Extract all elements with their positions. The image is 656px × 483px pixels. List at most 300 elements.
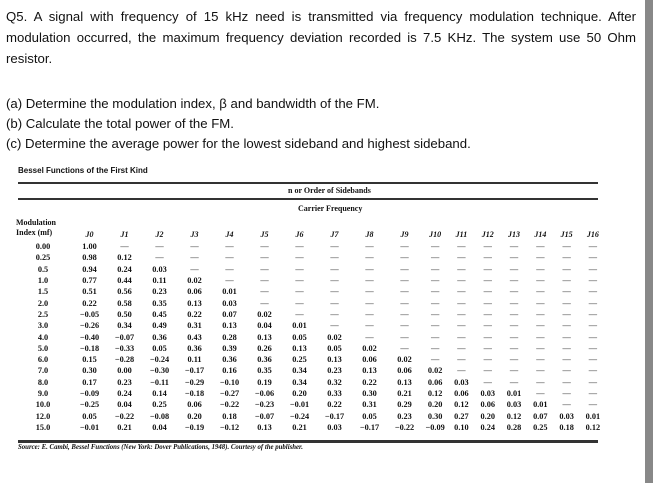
bessel-value-cell: — (483, 287, 492, 297)
bessel-value-cell: 0.02 (397, 355, 412, 365)
bessel-value-cell: 0.36 (257, 355, 272, 365)
bessel-value-cell: 0.26 (257, 343, 272, 353)
bessel-value-cell: — (330, 309, 339, 319)
bessel-value-cell: — (330, 264, 339, 274)
bessel-value-cell: — (536, 253, 545, 263)
table-top-rule (18, 182, 598, 184)
bessel-value-cell: 0.12 (454, 400, 469, 410)
bessel-value-cell: −0.29 (184, 377, 205, 387)
bessel-value-cell: 0.34 (117, 321, 132, 331)
header-row (14, 228, 606, 241)
bessel-value-cell: — (536, 321, 545, 331)
bessel-value-cell: — (509, 332, 519, 342)
modulation-index-cell: 12.0 (35, 411, 51, 421)
column-header-j16: J16 (586, 230, 599, 239)
table-row (14, 354, 606, 365)
bessel-value-cell: — (536, 355, 545, 365)
bessel-value-cell: — (588, 309, 598, 319)
bessel-value-cell: 0.00 (117, 366, 132, 376)
bessel-value-cell: −0.10 (219, 377, 240, 387)
bessel-value-cell: 0.02 (362, 343, 377, 353)
column-header-j6: J6 (295, 230, 304, 239)
bessel-value-cell: — (509, 242, 519, 252)
bessel-value-cell: 0.32 (327, 377, 342, 387)
bessel-value-cell: 0.36 (222, 355, 237, 365)
bessel-value-cell: 0.05 (327, 343, 342, 353)
bessel-value-cell: — (509, 264, 519, 274)
bessel-value-cell: 0.24 (117, 389, 132, 398)
bessel-value-cell: 0.25 (292, 355, 307, 365)
bessel-value-cell: — (431, 343, 440, 353)
bessel-value-cell: — (330, 321, 339, 331)
bessel-value-cell: 0.34 (292, 377, 307, 387)
modulation-index-cell: 2.5 (37, 309, 49, 319)
bessel-value-cell: −0.09 (79, 389, 100, 398)
bessel-value-cell: — (260, 276, 269, 286)
bessel-value-cell: 0.25 (533, 422, 548, 432)
bessel-value-cell: — (225, 276, 234, 286)
bessel-value-cell: — (365, 309, 374, 319)
bessel-value-cell: 0.05 (362, 411, 377, 421)
bessel-value-cell: — (400, 309, 409, 319)
bessel-value-cell: 0.24 (117, 264, 132, 274)
column-header-j4: J4 (225, 230, 234, 239)
bessel-value-cell: 0.51 (82, 287, 97, 297)
bessel-value-cell: — (431, 355, 440, 365)
bessel-value-cell: 0.01 (585, 411, 601, 421)
bessel-value-cell: — (536, 332, 545, 342)
bessel-value-cell: 0.12 (427, 389, 443, 398)
bessel-value-cell: 0.58 (117, 298, 132, 308)
scrollbar[interactable] (645, 0, 653, 483)
bessel-value-cell: 0.31 (362, 400, 377, 410)
table-row (14, 399, 606, 410)
bessel-value-cell: — (330, 253, 339, 263)
bessel-value-cell: — (260, 242, 269, 252)
part-a: (a) Determine the modulation index, β and bandwidth of the FM. (6, 96, 380, 111)
bessel-value-cell: — (295, 242, 304, 252)
bessel-value-cell: — (588, 377, 598, 387)
bessel-value-cell: 0.06 (427, 377, 443, 387)
bessel-value-cell: — (260, 298, 269, 308)
table-bottom-rule (18, 440, 598, 443)
bessel-value-cell: — (509, 309, 519, 319)
bessel-value-cell: 0.34 (292, 366, 307, 376)
bessel-value-cell: −0.25 (79, 400, 100, 410)
bessel-value-cell: — (431, 298, 440, 308)
column-header-j10: J10 (429, 230, 442, 239)
bessel-value-cell: 0.77 (82, 276, 97, 286)
part-c: (c) Determine the average power for the lowest sideband and highest sideband. (6, 136, 471, 151)
bessel-value-cell: 0.05 (292, 332, 307, 342)
bessel-value-cell: — (457, 298, 466, 308)
column-header-j15: J15 (560, 230, 573, 239)
bessel-value-cell: 0.23 (397, 411, 412, 421)
bessel-value-cell: — (536, 264, 545, 274)
bessel-value-cell: — (483, 321, 492, 331)
bessel-value-cell: 0.04 (257, 321, 272, 331)
bessel-value-cell: — (588, 298, 598, 308)
bessel-value-cell: — (295, 276, 304, 286)
bessel-value-cell: 0.39 (222, 343, 237, 353)
bessel-value-cell: — (400, 253, 409, 263)
bessel-value-cell: −0.22 (219, 400, 240, 410)
bessel-value-cell: — (588, 389, 598, 398)
bessel-value-cell: 0.49 (152, 321, 167, 331)
header-rule (18, 198, 598, 200)
bessel-value-cell: — (400, 298, 409, 308)
bessel-value-cell: −0.24 (149, 355, 170, 365)
bessel-value-cell: — (260, 264, 269, 274)
bessel-value-cell: — (509, 377, 519, 387)
bessel-value-cell: — (431, 332, 440, 342)
bessel-value-cell: −0.19 (184, 422, 205, 432)
bessel-value-cell: 0.06 (187, 400, 202, 410)
column-header-j2: J2 (155, 230, 164, 239)
table-row (14, 331, 606, 342)
modulation-index-cell: 6.0 (37, 355, 49, 365)
bessel-value-cell: 0.02 (257, 309, 272, 319)
modulation-index-cell: 0.00 (35, 242, 51, 252)
bessel-value-cell: 0.07 (533, 411, 548, 421)
bessel-value-cell: 0.03 (480, 389, 495, 398)
bessel-value-cell: 0.29 (397, 400, 412, 410)
source-note: Source: E. Cambi, Bessel Functions (New York: Dover Publications, 1948). Courtesy of the publisher. (18, 444, 303, 451)
bessel-value-cell: −0.12 (219, 422, 240, 432)
bessel-value-cell: −0.18 (184, 389, 205, 398)
bessel-value-cell: — (431, 264, 440, 274)
bessel-value-cell: 0.13 (397, 377, 412, 387)
bessel-value-cell: — (190, 242, 199, 252)
bessel-value-cell: 0.20 (187, 411, 202, 421)
modulation-index-cell: 9.0 (37, 389, 49, 398)
bessel-value-cell: — (457, 253, 466, 263)
bessel-value-cell: — (562, 389, 571, 398)
table-row (14, 377, 606, 388)
modulation-index-cell: 1.0 (37, 276, 49, 286)
modulation-index-cell: 2.0 (37, 298, 49, 308)
modulation-index-cell: 5.0 (37, 343, 49, 353)
bessel-value-cell: — (588, 366, 598, 376)
table-row (14, 297, 606, 308)
bessel-value-cell: −0.30 (149, 366, 170, 376)
bessel-value-cell: — (400, 242, 409, 252)
bessel-value-cell: 0.13 (257, 422, 272, 432)
bessel-value-cell: −0.23 (254, 400, 275, 410)
bessel-value-cell: 0.50 (117, 309, 132, 319)
bessel-value-cell: — (562, 377, 571, 387)
modulation-index-cell: 0.25 (35, 253, 51, 263)
bessel-value-cell: 0.14 (152, 389, 167, 398)
bessel-value-cell: — (536, 287, 545, 297)
bessel-value-cell: — (365, 264, 374, 274)
table-row (14, 264, 606, 275)
bessel-value-cell: — (562, 264, 571, 274)
bessel-value-cell: — (365, 242, 374, 252)
bessel-value-cell: — (536, 389, 545, 398)
bessel-value-cell: 0.04 (152, 422, 167, 432)
bessel-value-cell: — (155, 242, 164, 252)
bessel-value-cell: 0.23 (327, 366, 342, 376)
bessel-value-cell: — (365, 332, 374, 342)
bessel-value-cell: −0.08 (149, 411, 170, 421)
bessel-value-cell: 0.25 (152, 400, 167, 410)
bessel-value-cell: — (431, 276, 440, 286)
bessel-value-cell: — (562, 332, 571, 342)
bessel-value-cell: — (483, 276, 492, 286)
bessel-table (14, 228, 606, 433)
bessel-value-cell: −0.40 (79, 332, 100, 342)
column-header-j8: J8 (365, 230, 374, 239)
bessel-value-cell: — (295, 253, 304, 263)
bessel-value-cell: 0.94 (82, 264, 97, 274)
bessel-value-cell: 0.13 (257, 332, 272, 342)
bessel-value-cell: — (562, 321, 571, 331)
bessel-value-cell: — (536, 343, 545, 353)
bessel-value-cell: — (431, 287, 440, 297)
bessel-value-cell: — (295, 264, 304, 274)
bessel-value-cell: — (483, 355, 492, 365)
table-row (14, 388, 606, 399)
bessel-value-cell: 0.21 (292, 422, 307, 432)
bessel-value-cell: — (562, 276, 571, 286)
table-row (14, 309, 606, 320)
bessel-value-cell: — (295, 309, 304, 319)
modulation-index-cell: 1.5 (37, 287, 49, 297)
bessel-value-cell: 0.03 (222, 298, 237, 308)
bessel-value-cell: — (330, 242, 339, 252)
bessel-value-cell: 0.06 (454, 389, 469, 398)
bessel-value-cell: — (190, 253, 199, 263)
bessel-value-cell: — (330, 287, 339, 297)
bessel-value-cell: 0.12 (585, 422, 601, 432)
bessel-value-cell: — (509, 253, 519, 263)
modulation-index-cell: 10.0 (35, 400, 51, 410)
bessel-value-cell: 0.10 (454, 422, 469, 432)
bessel-value-cell: — (260, 253, 269, 263)
bessel-value-cell: 0.30 (362, 389, 377, 398)
bessel-value-cell: — (457, 242, 466, 252)
bessel-value-cell: −0.01 (79, 422, 100, 432)
table-row (14, 410, 606, 421)
bessel-value-cell: — (457, 321, 466, 331)
bessel-value-cell: −0.33 (114, 343, 135, 353)
bessel-value-cell: — (562, 366, 571, 376)
bessel-value-cell: 0.20 (480, 411, 495, 421)
bessel-value-cell: −0.11 (150, 377, 169, 387)
column-header-j11: J11 (455, 230, 468, 239)
bessel-value-cell: — (509, 298, 519, 308)
bessel-value-cell: 0.13 (187, 298, 202, 308)
part-b: (b) Calculate the total power of the FM. (6, 116, 234, 131)
bessel-value-cell: — (509, 321, 519, 331)
column-header-j14: J14 (534, 230, 547, 239)
bessel-value-cell: — (457, 332, 466, 342)
bessel-value-cell: −0.22 (394, 422, 415, 432)
bessel-value-cell: 0.18 (559, 422, 574, 432)
bessel-value-cell: −0.17 (184, 366, 205, 376)
bessel-value-cell: — (562, 253, 571, 263)
bessel-value-cell: — (225, 253, 234, 263)
modulation-index-cell: 15.0 (35, 422, 51, 432)
bessel-value-cell: 0.15 (82, 355, 97, 365)
bessel-value-cell: 0.05 (152, 343, 167, 353)
bessel-value-cell: — (483, 343, 492, 353)
bessel-value-cell: — (365, 253, 374, 263)
bessel-value-cell: — (457, 366, 466, 376)
bessel-value-cell: — (431, 253, 440, 263)
bessel-value-cell: — (509, 276, 519, 286)
bessel-value-cell: — (330, 298, 339, 308)
bessel-value-cell: 0.20 (427, 400, 443, 410)
bessel-value-cell: 0.12 (117, 253, 132, 263)
bessel-value-cell: 0.28 (222, 332, 237, 342)
bessel-value-cell: — (365, 321, 374, 331)
bessel-value-cell: 0.17 (82, 377, 97, 387)
bessel-value-cell: — (457, 287, 466, 297)
column-header-j1: J1 (120, 230, 129, 239)
bessel-value-cell: — (536, 309, 545, 319)
bessel-value-cell: — (509, 287, 519, 297)
column-header-j5: J5 (260, 230, 269, 239)
bessel-value-cell: 0.22 (82, 298, 97, 308)
bessel-value-cell: — (400, 264, 409, 274)
bessel-value-cell: — (295, 287, 304, 297)
bessel-value-cell: — (483, 298, 492, 308)
bessel-value-cell: −0.06 (254, 389, 275, 398)
bessel-value-cell: 0.03 (559, 411, 574, 421)
bessel-value-cell: 0.13 (362, 366, 377, 376)
bessel-value-cell: 1.00 (82, 242, 97, 252)
bessel-value-cell: — (509, 366, 519, 376)
bessel-value-cell: 0.07 (222, 309, 237, 319)
bessel-value-cell: — (536, 377, 545, 387)
bessel-value-cell: 0.45 (152, 309, 167, 319)
bessel-value-cell: 0.43 (187, 332, 202, 342)
bessel-value-cell: 0.06 (397, 366, 412, 376)
bessel-value-cell: 0.13 (292, 343, 307, 353)
bessel-value-cell: — (225, 242, 234, 252)
bessel-value-cell: — (483, 242, 492, 252)
bessel-value-cell: — (588, 287, 598, 297)
bessel-value-cell: — (483, 332, 492, 342)
bessel-value-cell: 0.98 (82, 253, 97, 263)
modulation-index-cell: 4.0 (37, 332, 49, 342)
bessel-value-cell: 0.22 (187, 309, 202, 319)
bessel-value-cell: — (562, 242, 571, 252)
bessel-value-cell: — (483, 309, 492, 319)
bessel-value-cell: 0.02 (427, 366, 443, 376)
column-header-j13: J13 (508, 230, 521, 239)
bessel-value-cell: — (457, 355, 466, 365)
bessel-value-cell: — (457, 276, 466, 286)
bessel-value-cell: 0.01 (533, 400, 548, 410)
bessel-value-cell: −0.05 (79, 309, 100, 319)
index-column-header (14, 228, 72, 241)
bessel-value-cell: 0.13 (222, 321, 237, 331)
bessel-value-cell: 0.36 (152, 332, 167, 342)
bessel-value-cell: 0.03 (506, 400, 522, 410)
bessel-value-cell: — (225, 264, 234, 274)
bessel-value-cell: — (588, 321, 598, 331)
bessel-value-cell: 0.16 (222, 366, 237, 376)
table-row (14, 286, 606, 297)
bessel-value-cell: 0.03 (327, 422, 342, 432)
sidebands-header: n or Order of Sidebands (288, 186, 371, 195)
bessel-value-cell: — (260, 287, 269, 297)
question-text: Q5. A signal with frequency of 15 kHz need is transmitted via frequency modulation technique. After modulation occurred, the maximum frequency deviation recorded is 7.5 KHz. The system use 50 Ohm resistor. (6, 9, 636, 66)
bessel-value-cell: 0.20 (292, 389, 307, 398)
bessel-value-cell: 0.06 (187, 287, 202, 297)
bessel-value-cell: 0.19 (257, 377, 272, 387)
bessel-value-cell: −0.24 (289, 411, 310, 421)
bessel-value-cell: — (190, 264, 199, 274)
bessel-value-cell: — (562, 287, 571, 297)
bessel-value-cell: 0.23 (117, 377, 132, 387)
bessel-value-cell: 0.31 (187, 321, 202, 331)
bessel-value-cell: 0.01 (222, 287, 237, 297)
bessel-value-cell: — (536, 242, 545, 252)
carrier-header: Carrier Frequency (298, 204, 363, 213)
bessel-value-cell: — (295, 298, 304, 308)
bessel-value-cell: — (536, 366, 545, 376)
bessel-value-cell: 0.23 (152, 287, 167, 297)
bessel-value-cell: 0.06 (362, 355, 377, 365)
bessel-value-cell: — (155, 253, 164, 263)
table-row (14, 252, 606, 263)
table-row (14, 275, 606, 286)
bessel-value-cell: — (509, 355, 519, 365)
bessel-value-cell: — (400, 321, 409, 331)
bessel-value-cell: 0.03 (454, 377, 469, 387)
bessel-value-cell: — (562, 309, 571, 319)
bessel-value-cell: — (483, 253, 492, 263)
bessel-value-cell: — (588, 276, 598, 286)
table-row (14, 422, 606, 433)
table-row (14, 343, 606, 354)
bessel-value-cell: 0.35 (152, 298, 167, 308)
bessel-value-cell: — (457, 309, 466, 319)
modulation-index-cell: 0.5 (37, 264, 49, 274)
bessel-value-cell: 0.30 (427, 411, 443, 421)
bessel-value-cell: 0.27 (454, 411, 469, 421)
bessel-value-cell: 0.35 (257, 366, 272, 376)
bessel-value-cell: 0.18 (222, 411, 237, 421)
bessel-value-cell: 0.21 (397, 389, 412, 398)
bessel-value-cell: — (457, 343, 466, 353)
bessel-value-cell: — (365, 298, 374, 308)
modulation-index-cell: 3.0 (37, 321, 49, 331)
bessel-value-cell: 0.04 (117, 400, 132, 410)
modulation-index-cell: 7.0 (37, 366, 49, 376)
bessel-value-cell: — (431, 242, 440, 252)
bessel-value-cell: — (457, 264, 466, 274)
bessel-value-cell: — (588, 242, 598, 252)
bessel-value-cell: — (588, 400, 598, 410)
bessel-value-cell: — (483, 366, 492, 376)
bessel-value-cell: 0.22 (327, 400, 342, 410)
bessel-value-cell: — (483, 377, 492, 387)
bessel-value-cell: 0.21 (117, 422, 132, 432)
bessel-value-cell: 0.11 (187, 355, 202, 365)
bessel-value-cell: 0.01 (506, 389, 522, 398)
bessel-value-cell: — (588, 343, 598, 353)
bessel-value-cell: 0.36 (187, 343, 202, 353)
column-header-j7: J7 (330, 230, 339, 239)
bessel-value-cell: — (536, 298, 545, 308)
bessel-value-cell: — (431, 309, 440, 319)
bessel-value-cell: −0.28 (114, 355, 135, 365)
